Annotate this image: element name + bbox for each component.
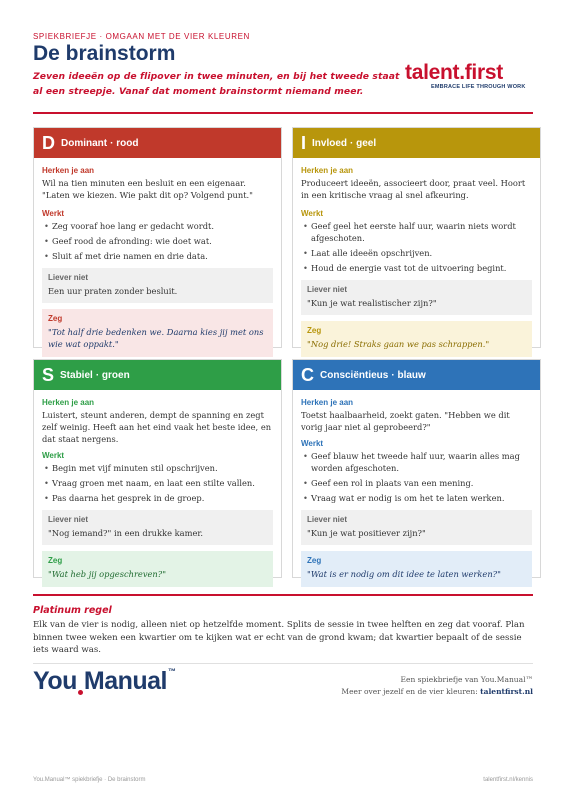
liever-niet-label: Liever niet bbox=[307, 285, 348, 294]
credit-line-1: Een spiekbriefje van You.Manual™ bbox=[400, 675, 533, 684]
werkt-label: Werkt bbox=[42, 451, 65, 460]
zeg-box bbox=[301, 321, 532, 357]
bottom-divider bbox=[33, 594, 533, 596]
liever-niet-label: Liever niet bbox=[48, 273, 89, 282]
liever-niet-box bbox=[42, 510, 273, 545]
list-item: • Pas daarna het gesprek in de groep. bbox=[42, 492, 273, 504]
brand-credit bbox=[341, 674, 533, 698]
zeg-label: Zeg bbox=[307, 326, 322, 335]
herken-label: Herken je aan bbox=[42, 398, 95, 407]
card-invloed bbox=[292, 127, 541, 348]
liever-niet-box bbox=[301, 510, 532, 545]
talent-first-tagline: EMBRACE LIFE THROUGH WORK bbox=[431, 84, 526, 90]
card-color: · groen bbox=[95, 369, 130, 381]
liever-niet-box bbox=[42, 268, 273, 303]
zeg-box bbox=[42, 309, 273, 357]
talent-first-logo bbox=[405, 62, 535, 90]
card-invloed-header bbox=[293, 128, 540, 158]
logo-tm: ™ bbox=[168, 667, 176, 676]
list-item: • Houd de energie vast tot de uitvoering begint. bbox=[301, 262, 532, 274]
liever-niet-label: Liever niet bbox=[48, 515, 89, 524]
card-name: Stabiel bbox=[60, 369, 93, 381]
card-color: · rood bbox=[110, 137, 139, 149]
logo-manual: Manual bbox=[83, 667, 167, 695]
list-item: • Geef een rol in plaats van een mening. bbox=[301, 477, 532, 489]
list-item: • Laat alle ideeën opschrijven. bbox=[301, 247, 532, 259]
werkt-label: Werkt bbox=[301, 439, 324, 448]
card-name: Consciëntieus bbox=[320, 369, 389, 381]
card-letter: D bbox=[42, 132, 55, 153]
card-color: · blauw bbox=[391, 369, 426, 381]
werkt-list bbox=[42, 220, 273, 262]
credit-prefix: Meer over jezelf en de vier kleuren: bbox=[341, 687, 478, 696]
platinum-title: Platinum regel bbox=[33, 605, 112, 616]
card-conscientieus bbox=[292, 359, 541, 578]
footer-left: You.Manual™ spiekbriefje · De brainstorm bbox=[33, 777, 146, 783]
top-divider bbox=[33, 112, 533, 114]
list-item: • Geef blauw het tweede half uur, waarin alles mag worden afgeschoten. bbox=[301, 450, 532, 474]
zeg-label: Zeg bbox=[307, 556, 322, 565]
card-stabiel bbox=[33, 359, 282, 578]
page-title: De brainstorm bbox=[33, 42, 176, 65]
zeg-quote: "Tot half drie bedenken we. Daarna kies jij met ons wie wat oppakt." bbox=[48, 327, 264, 349]
herken-text: Produceert ideeën, associeert door, praat veel. Hoort in een kritische vraag al snel afkeuring. bbox=[301, 178, 526, 200]
zeg-quote: "Nog drie! Straks gaan we pas schrappen." bbox=[307, 339, 490, 349]
liever-niet-text: "Kun je wat realistischer zijn?" bbox=[307, 298, 437, 308]
card-letter: I bbox=[301, 132, 307, 153]
zeg-quote: "Wat is er nodig om dit idee te laten werken?" bbox=[307, 569, 501, 579]
card-letter: C bbox=[301, 364, 314, 385]
you-manual-logo bbox=[33, 667, 176, 696]
card-dominant-header bbox=[34, 128, 281, 158]
zeg-box bbox=[42, 551, 273, 587]
talent-first-logo-wordmark: talent.first bbox=[405, 61, 503, 84]
credit-line-2 bbox=[341, 686, 533, 698]
liever-niet-box bbox=[301, 280, 532, 315]
list-item: • Sluit af met drie namen en drie data. bbox=[42, 250, 273, 262]
list-item: • Zeg vooraf hoe lang er gedacht wordt. bbox=[42, 220, 273, 232]
list-item: • Geef rood de afronding: wie doet wat. bbox=[42, 235, 273, 247]
zeg-label: Zeg bbox=[48, 556, 63, 565]
card-dominant bbox=[33, 127, 282, 348]
brand-divider bbox=[33, 663, 533, 664]
werkt-list bbox=[42, 462, 273, 504]
list-item: • Begin met vijf minuten stil opschrijven. bbox=[42, 462, 273, 474]
herken-text: Luistert, steunt anderen, dempt de spanning en zegt zelf weinig. Heeft aan het eind vaak het beste idee, en dat staat nergens. bbox=[42, 410, 272, 444]
platinum-text: Elk van de vier is nodig, alleen niet op hetzelfde moment. Splits de sessie in twee helften en zeg dat vooraf. Plan binnen twee weken een kwartier om te kijken wat er echt van de grond kwam; dat kwartier bepaalt of de sessie iets waard was. bbox=[33, 620, 525, 655]
werkt-list bbox=[301, 450, 532, 504]
logo-dot-icon bbox=[78, 690, 83, 695]
zeg-label: Zeg bbox=[48, 314, 63, 323]
list-item: • Geef geel het eerste half uur, waarin niets wordt afgeschoten. bbox=[301, 220, 532, 244]
list-item: • Vraag wat er nodig is om het te laten werken. bbox=[301, 492, 532, 504]
herken-label: Herken je aan bbox=[301, 398, 354, 407]
page-kicker: SPIEKBRIEFJE · OMGAAN MET DE VIER KLEUREN bbox=[33, 32, 250, 41]
liever-niet-text: "Nog iemand?" in een drukke kamer. bbox=[48, 528, 204, 538]
card-conscientieus-header bbox=[293, 360, 540, 390]
footer-right[interactable]: talentfirst.nl/kennis bbox=[483, 777, 533, 783]
logo-you: You bbox=[33, 667, 77, 695]
liever-niet-label: Liever niet bbox=[307, 515, 348, 524]
herken-label: Herken je aan bbox=[42, 166, 95, 175]
list-item: • Vraag groen met naam, en laat een stilte vallen. bbox=[42, 477, 273, 489]
card-letter: S bbox=[42, 364, 55, 385]
card-stabiel-header bbox=[34, 360, 281, 390]
liever-niet-text: "Kun je wat positiever zijn?" bbox=[307, 528, 426, 538]
werkt-label: Werkt bbox=[42, 209, 65, 218]
herken-text: Wil na tien minuten een besluit en een eigenaar. "Laten we kiezen. Wie pakt dit op? Volgend punt." bbox=[42, 178, 253, 200]
credit-link[interactable]: talentfirst.nl bbox=[480, 687, 533, 696]
card-color: · geel bbox=[350, 137, 377, 149]
werkt-list bbox=[301, 220, 532, 274]
intro-text: Zeven ideeën op de flipover in twee minuten, en bij het tweede staat al een streepje. Vanaf dat moment brainstormt niemand meer. bbox=[33, 71, 400, 97]
card-name: Dominant bbox=[61, 137, 108, 149]
zeg-quote: "Wat heb jij opgeschreven?" bbox=[48, 569, 167, 579]
zeg-box bbox=[301, 551, 532, 587]
card-name: Invloed bbox=[312, 137, 348, 149]
werkt-label: Werkt bbox=[301, 209, 324, 218]
herken-label: Herken je aan bbox=[301, 166, 354, 175]
liever-niet-text: Een uur praten zonder besluit. bbox=[48, 286, 178, 296]
herken-text: Toetst haalbaarheid, zoekt gaten. "Hebben we dit vorig jaar niet al geprobeerd?" bbox=[301, 410, 510, 432]
